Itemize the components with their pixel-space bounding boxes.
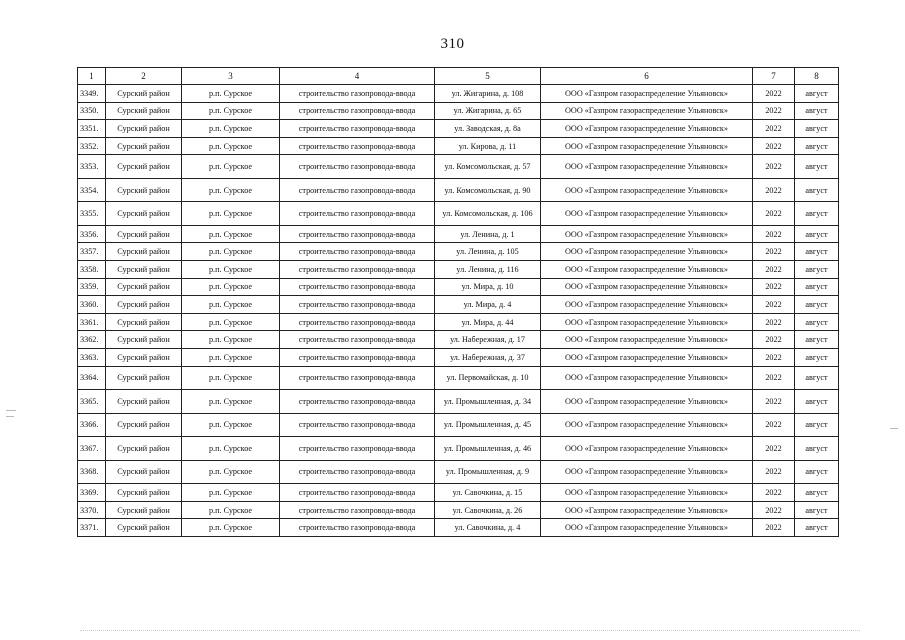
table-row [78,102,839,120]
row-number-cell: 3365. [78,390,106,414]
row-number-cell: 3366. [78,413,106,437]
settlement-cell: р.п. Сурское [182,243,280,261]
row-number-cell: 3350. [78,102,106,120]
year-cell: 2022 [753,413,795,437]
month-cell: август [795,102,839,120]
table-row [78,296,839,314]
table-row [78,331,839,349]
row-number-cell: 3367. [78,437,106,461]
district-cell: Сурский район [106,296,182,314]
settlement-cell: р.п. Сурское [182,484,280,502]
year-cell: 2022 [753,261,795,279]
district-cell: Сурский район [106,349,182,367]
column-header-8: 8 [795,68,839,85]
settlement-cell: р.п. Сурское [182,413,280,437]
row-number-cell: 3368. [78,460,106,484]
address-cell: ул. Ленина, д. 105 [435,243,541,261]
district-cell: Сурский район [106,102,182,120]
month-cell: август [795,85,839,103]
table-row [78,413,839,437]
organization-cell: ООО «Газпром газораспределение Ульяновск» [541,390,753,414]
month-cell: август [795,501,839,519]
year-cell: 2022 [753,313,795,331]
year-cell: 2022 [753,202,795,226]
month-cell: август [795,137,839,155]
organization-cell: ООО «Газпром газораспределение Ульяновск» [541,313,753,331]
month-cell: август [795,178,839,202]
work-type-cell: строительство газопровода-ввода [280,178,435,202]
organization-cell: ООО «Газпром газораспределение Ульяновск» [541,155,753,179]
year-cell: 2022 [753,501,795,519]
table-row [78,243,839,261]
organization-cell: ООО «Газпром газораспределение Ульяновск» [541,519,753,537]
district-cell: Сурский район [106,137,182,155]
table-row [78,202,839,226]
district-cell: Сурский район [106,437,182,461]
settlement-cell: р.п. Сурское [182,501,280,519]
scan-edge-mark-left [6,410,16,411]
district-cell: Сурский район [106,278,182,296]
settlement-cell: р.п. Сурское [182,437,280,461]
table-row [78,137,839,155]
month-cell: август [795,349,839,367]
organization-cell: ООО «Газпром газораспределение Ульяновск» [541,278,753,296]
row-number-cell: 3358. [78,261,106,279]
gasification-schedule-table [77,67,839,537]
month-cell: август [795,437,839,461]
table-row [78,313,839,331]
table-row [78,366,839,390]
organization-cell: ООО «Газпром газораспределение Ульяновск» [541,501,753,519]
row-number-cell: 3362. [78,331,106,349]
year-cell: 2022 [753,225,795,243]
address-cell: ул. Комсомольская, д. 90 [435,178,541,202]
work-type-cell: строительство газопровода-ввода [280,484,435,502]
work-type-cell: строительство газопровода-ввода [280,202,435,226]
address-cell: ул. Промышленная, д. 34 [435,390,541,414]
month-cell: август [795,296,839,314]
settlement-cell: р.п. Сурское [182,261,280,279]
district-cell: Сурский район [106,178,182,202]
organization-cell: ООО «Газпром газораспределение Ульяновск» [541,261,753,279]
row-number-cell: 3369. [78,484,106,502]
address-cell: ул. Савочкина, д. 26 [435,501,541,519]
work-type-cell: строительство газопровода-ввода [280,460,435,484]
work-type-cell: строительство газопровода-ввода [280,120,435,138]
year-cell: 2022 [753,366,795,390]
year-cell: 2022 [753,437,795,461]
year-cell: 2022 [753,155,795,179]
settlement-cell: р.п. Сурское [182,225,280,243]
row-number-cell: 3364. [78,366,106,390]
work-type-cell: строительство газопровода-ввода [280,155,435,179]
column-header-1: 1 [78,68,106,85]
row-number-cell: 3363. [78,349,106,367]
work-type-cell: строительство газопровода-ввода [280,313,435,331]
row-number-cell: 3360. [78,296,106,314]
organization-cell: ООО «Газпром газораспределение Ульяновск» [541,102,753,120]
year-cell: 2022 [753,278,795,296]
district-cell: Сурский район [106,155,182,179]
settlement-cell: р.п. Сурское [182,366,280,390]
month-cell: август [795,390,839,414]
work-type-cell: строительство газопровода-ввода [280,278,435,296]
organization-cell: ООО «Газпром газораспределение Ульяновск» [541,296,753,314]
table-row [78,225,839,243]
month-cell: август [795,313,839,331]
settlement-cell: р.п. Сурское [182,120,280,138]
organization-cell: ООО «Газпром газораспределение Ульяновск» [541,413,753,437]
address-cell: ул. Набережная, д. 37 [435,349,541,367]
settlement-cell: р.п. Сурское [182,349,280,367]
address-cell: ул. Кирова, д. 11 [435,137,541,155]
work-type-cell: строительство газопровода-ввода [280,349,435,367]
month-cell: август [795,519,839,537]
work-type-cell: строительство газопровода-ввода [280,225,435,243]
year-cell: 2022 [753,460,795,484]
address-cell: ул. Комсомольская, д. 57 [435,155,541,179]
column-header-7: 7 [753,68,795,85]
row-number-cell: 3359. [78,278,106,296]
month-cell: август [795,484,839,502]
work-type-cell: строительство газопровода-ввода [280,261,435,279]
row-number-cell: 3352. [78,137,106,155]
organization-cell: ООО «Газпром газораспределение Ульяновск» [541,202,753,226]
year-cell: 2022 [753,178,795,202]
settlement-cell: р.п. Сурское [182,202,280,226]
district-cell: Сурский район [106,243,182,261]
district-cell: Сурский район [106,484,182,502]
address-cell: ул. Савочкина, д. 4 [435,519,541,537]
row-number-cell: 3357. [78,243,106,261]
district-cell: Сурский район [106,501,182,519]
district-cell: Сурский район [106,331,182,349]
district-cell: Сурский район [106,460,182,484]
address-cell: ул. Жигарина, д. 65 [435,102,541,120]
month-cell: август [795,120,839,138]
work-type-cell: строительство газопровода-ввода [280,331,435,349]
year-cell: 2022 [753,349,795,367]
address-cell: ул. Ленина, д. 1 [435,225,541,243]
address-cell: ул. Мира, д. 4 [435,296,541,314]
settlement-cell: р.п. Сурское [182,102,280,120]
settlement-cell: р.п. Сурское [182,155,280,179]
address-cell: ул. Савочкина, д. 15 [435,484,541,502]
month-cell: август [795,366,839,390]
district-cell: Сурский район [106,225,182,243]
scan-bottom-noise [80,630,860,633]
month-cell: август [795,202,839,226]
organization-cell: ООО «Газпром газораспределение Ульяновск» [541,484,753,502]
settlement-cell: р.п. Сурское [182,178,280,202]
settlement-cell: р.п. Сурское [182,519,280,537]
district-cell: Сурский район [106,202,182,226]
year-cell: 2022 [753,390,795,414]
work-type-cell: строительство газопровода-ввода [280,85,435,103]
work-type-cell: строительство газопровода-ввода [280,519,435,537]
row-number-cell: 3353. [78,155,106,179]
column-header-5: 5 [435,68,541,85]
table-row [78,460,839,484]
work-type-cell: строительство газопровода-ввода [280,243,435,261]
organization-cell: ООО «Газпром газораспределение Ульяновск» [541,437,753,461]
year-cell: 2022 [753,102,795,120]
address-cell: ул. Ленина, д. 116 [435,261,541,279]
month-cell: август [795,413,839,437]
month-cell: август [795,278,839,296]
scan-edge-mark-left-2 [6,416,14,417]
gasification-schedule-table-wrapper [77,67,838,537]
table-header-row [78,68,839,85]
address-cell: ул. Промышленная, д. 46 [435,437,541,461]
table-row [78,261,839,279]
year-cell: 2022 [753,85,795,103]
address-cell: ул. Мира, д. 44 [435,313,541,331]
table-row [78,155,839,179]
year-cell: 2022 [753,120,795,138]
year-cell: 2022 [753,484,795,502]
settlement-cell: р.п. Сурское [182,137,280,155]
year-cell: 2022 [753,137,795,155]
settlement-cell: р.п. Сурское [182,85,280,103]
row-number-cell: 3355. [78,202,106,226]
organization-cell: ООО «Газпром газораспределение Ульяновск» [541,243,753,261]
row-number-cell: 3356. [78,225,106,243]
table-row [78,178,839,202]
scan-edge-mark-right [890,428,898,429]
work-type-cell: строительство газопровода-ввода [280,137,435,155]
month-cell: август [795,155,839,179]
row-number-cell: 3361. [78,313,106,331]
district-cell: Сурский район [106,120,182,138]
column-header-2: 2 [106,68,182,85]
work-type-cell: строительство газопровода-ввода [280,413,435,437]
address-cell: ул. Набережная, д. 17 [435,331,541,349]
table-row [78,484,839,502]
organization-cell: ООО «Газпром газораспределение Ульяновск» [541,225,753,243]
address-cell: ул. Комсомольская, д. 106 [435,202,541,226]
organization-cell: ООО «Газпром газораспределение Ульяновск» [541,178,753,202]
month-cell: август [795,460,839,484]
organization-cell: ООО «Газпром газораспределение Ульяновск» [541,366,753,390]
work-type-cell: строительство газопровода-ввода [280,501,435,519]
organization-cell: ООО «Газпром газораспределение Ульяновск» [541,349,753,367]
district-cell: Сурский район [106,390,182,414]
month-cell: август [795,225,839,243]
page-number: 310 [440,36,465,52]
district-cell: Сурский район [106,366,182,390]
year-cell: 2022 [753,331,795,349]
district-cell: Сурский район [106,413,182,437]
table-row [78,519,839,537]
settlement-cell: р.п. Сурское [182,313,280,331]
settlement-cell: р.п. Сурское [182,331,280,349]
work-type-cell: строительство газопровода-ввода [280,296,435,314]
settlement-cell: р.п. Сурское [182,390,280,414]
year-cell: 2022 [753,296,795,314]
organization-cell: ООО «Газпром газораспределение Ульяновск» [541,85,753,103]
year-cell: 2022 [753,243,795,261]
address-cell: ул. Заводская, д. 8а [435,120,541,138]
organization-cell: ООО «Газпром газораспределение Ульяновск» [541,460,753,484]
table-row [78,85,839,103]
table-row [78,278,839,296]
table-row [78,437,839,461]
row-number-cell: 3370. [78,501,106,519]
address-cell: ул. Первомайская, д. 10 [435,366,541,390]
column-header-6: 6 [541,68,753,85]
month-cell: август [795,261,839,279]
column-header-3: 3 [182,68,280,85]
table-row [78,390,839,414]
organization-cell: ООО «Газпром газораспределение Ульяновск» [541,331,753,349]
organization-cell: ООО «Газпром газораспределение Ульяновск» [541,120,753,138]
work-type-cell: строительство газопровода-ввода [280,437,435,461]
district-cell: Сурский район [106,261,182,279]
table-row [78,120,839,138]
work-type-cell: строительство газопровода-ввода [280,102,435,120]
address-cell: ул. Промышленная, д. 45 [435,413,541,437]
work-type-cell: строительство газопровода-ввода [280,366,435,390]
district-cell: Сурский район [106,313,182,331]
month-cell: август [795,243,839,261]
address-cell: ул. Промышленная, д. 9 [435,460,541,484]
district-cell: Сурский район [106,85,182,103]
row-number-cell: 3351. [78,120,106,138]
column-header-4: 4 [280,68,435,85]
address-cell: ул. Жигарина, д. 108 [435,85,541,103]
settlement-cell: р.п. Сурское [182,460,280,484]
row-number-cell: 3354. [78,178,106,202]
organization-cell: ООО «Газпром газораспределение Ульяновск» [541,137,753,155]
row-number-cell: 3371. [78,519,106,537]
table-row [78,349,839,367]
district-cell: Сурский район [106,519,182,537]
table-body [78,85,839,537]
address-cell: ул. Мира, д. 10 [435,278,541,296]
table-row [78,501,839,519]
month-cell: август [795,331,839,349]
settlement-cell: р.п. Сурское [182,296,280,314]
work-type-cell: строительство газопровода-ввода [280,390,435,414]
settlement-cell: р.п. Сурское [182,278,280,296]
row-number-cell: 3349. [78,85,106,103]
year-cell: 2022 [753,519,795,537]
